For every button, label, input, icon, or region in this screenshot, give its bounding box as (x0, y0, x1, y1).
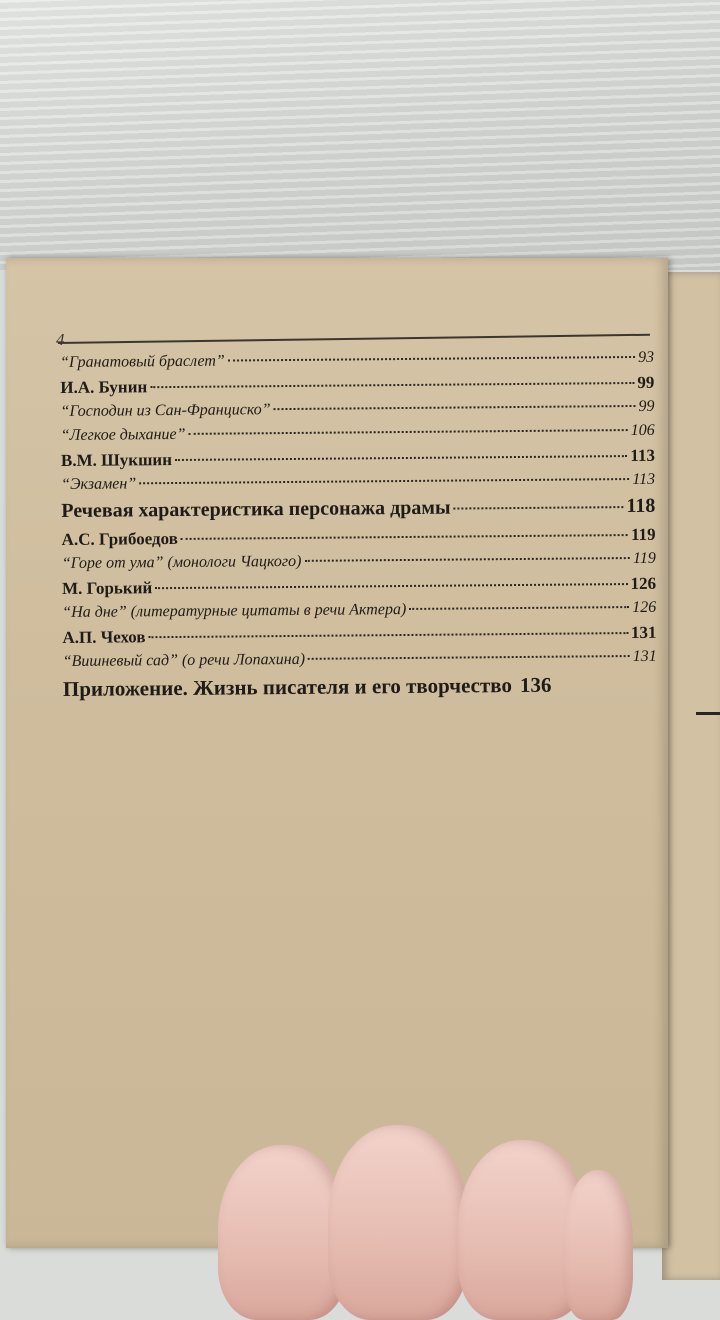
toc-title: “Горе от ума” (монологи Чацкого) (61, 552, 302, 572)
toc-leader (139, 478, 629, 484)
wood-grain (0, 0, 720, 270)
toc-title: “На дне” (литературные цитаты в речи Актера) (62, 600, 407, 621)
toc-page: 99 (637, 372, 655, 392)
toc-title: “Легкое дыхание” (60, 425, 186, 444)
table-of-contents (60, 349, 657, 707)
toc-leader (304, 557, 630, 562)
toc-page: 106 (630, 421, 655, 440)
toc-title: А.П. Чехов (62, 627, 146, 647)
toc-title: А.С. Грибоедов (61, 528, 178, 549)
toc-page: 118 (626, 494, 656, 518)
toc-leader (149, 632, 628, 638)
header-rule (58, 334, 650, 344)
toc-title: “Гранатовый браслет” (60, 352, 225, 371)
toc-leader (409, 606, 629, 610)
toc-title: Приложение. Жизнь писателя и его творчество (62, 673, 513, 701)
facing-page (662, 272, 720, 1280)
toc-leader (228, 356, 635, 362)
toc-page: 126 (630, 573, 657, 594)
toc-title: В.М. Шукшин (60, 450, 173, 470)
toc-leader (155, 583, 627, 589)
toc-leader (175, 455, 627, 461)
toc-page: 119 (632, 549, 656, 568)
toc-page: 136 (519, 672, 552, 697)
finger (563, 1170, 633, 1320)
toc-page: 113 (632, 470, 656, 489)
hand-fingers (218, 1128, 618, 1280)
toc-title: “Вишневый сад” (о речи Лопахина) (62, 650, 306, 670)
toc-page: 113 (630, 445, 655, 466)
toc-leader (274, 405, 636, 410)
facing-page-rule (696, 712, 720, 715)
toc-leader (181, 534, 628, 540)
toc-title: “Экзамен” (61, 475, 137, 493)
toc-title: Речевая характеристика персонажа драмы (61, 496, 451, 522)
toc-page: 131 (632, 647, 657, 666)
toc-page: 126 (632, 598, 657, 617)
toc-appendix (63, 672, 657, 707)
toc-leader (189, 429, 628, 435)
toc-page: 93 (637, 348, 655, 366)
finger (328, 1125, 468, 1320)
toc-leader (308, 655, 630, 660)
toc-title: М. Горький (61, 578, 153, 598)
toc-page: 99 (638, 397, 655, 415)
toc-title: И.А. Бунин (60, 377, 148, 397)
toc-title: “Господин из Сан-Франциско” (60, 401, 271, 420)
toc-page: 119 (630, 524, 656, 545)
book-page (6, 258, 668, 1248)
toc-leader (454, 506, 624, 509)
toc-leader (150, 382, 634, 388)
toc-page: 131 (630, 622, 657, 643)
page-number: 4 (56, 330, 65, 349)
